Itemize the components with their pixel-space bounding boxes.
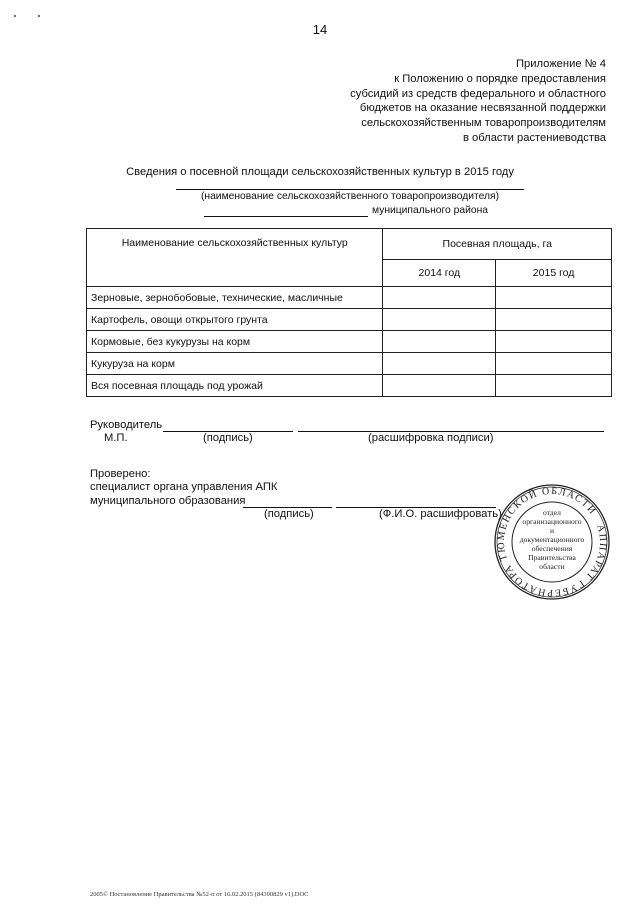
head-label: Руководитель: [90, 419, 163, 431]
stamp-line: и: [549, 526, 555, 535]
seal-place-label: М.П.: [104, 432, 128, 444]
district-name-line: [204, 216, 368, 217]
stamp-line: организационного: [522, 517, 582, 526]
table-row: [87, 287, 612, 309]
scan-dot: [14, 15, 16, 17]
stamp-line: Правительства: [528, 553, 576, 562]
value-2015[interactable]: [496, 309, 612, 331]
table-header-row: [87, 229, 612, 260]
verified-specialist: специалист органа управления АПК: [90, 481, 278, 493]
appendix-line: бюджетов на оказание несвязанной поддержки: [359, 102, 606, 115]
header-year-2015: 2015 год: [496, 260, 612, 287]
value-2015[interactable]: [496, 375, 612, 397]
scan-dot: [38, 15, 40, 17]
appendix-line: к Положению о порядке предоставления: [394, 72, 606, 85]
stamp-line: обеспечения: [531, 544, 573, 553]
verified-title: Проверено:: [90, 468, 151, 480]
stamp-line: документационного: [519, 535, 585, 544]
crop-name: Кукуруза на корм: [87, 353, 383, 375]
producer-name-line: [176, 189, 524, 190]
head-sign-caption: (подпись): [203, 432, 253, 444]
table-row: [87, 309, 612, 331]
appendix-header: [246, 57, 606, 146]
verified-sign-caption: (подпись): [264, 508, 314, 520]
crop-name: Зерновые, зернобобовые, технические, масличные: [87, 287, 383, 309]
value-2014[interactable]: [383, 309, 496, 331]
district-caption: муниципального района: [372, 205, 488, 216]
stamp-ring-text: АППАРАТ ГУБЕРНАТОРА ТЮМЕНСКОЙ ОБЛАСТИ: [495, 485, 609, 599]
appendix-line: Приложение № 4: [515, 58, 606, 70]
verified-municipality: муниципального образования: [90, 495, 246, 507]
verified-fio-caption: (Ф.И.О. расшифровать): [379, 508, 502, 520]
table-row: [87, 375, 612, 397]
value-2015[interactable]: [496, 353, 612, 375]
crop-name: Вся посевная площадь под урожай: [87, 375, 383, 397]
page-number: 14: [312, 22, 328, 37]
official-stamp: [492, 482, 612, 602]
crop-name: Кормовые, без кукурузы на корм: [87, 331, 383, 353]
value-2014[interactable]: [383, 375, 496, 397]
stamp-line: области: [539, 562, 565, 571]
value-2014[interactable]: [383, 331, 496, 353]
header-sown-area: Посевная площадь, га: [383, 229, 612, 260]
appendix-line: в области растениеводства: [463, 131, 606, 144]
header-year-2014: 2014 год: [383, 260, 496, 287]
value-2015[interactable]: [496, 287, 612, 309]
producer-caption: (наименование сельскохозяйственного товаропроизводителя): [200, 191, 500, 202]
appendix-line: сельскохозяйственным товаропроизводителям: [361, 117, 606, 130]
form-heading: Сведения о посевной площади сельскохозяйственных культур в 2015 году: [126, 166, 514, 178]
table-row: [87, 353, 612, 375]
sown-area-table: [86, 228, 612, 397]
crop-name: Картофель, овощи открытого грунта: [87, 309, 383, 331]
header-crop-name: Наименование сельскохозяйственных культур: [87, 229, 383, 287]
table-row: [87, 331, 612, 353]
document-footer: 2005© Постановление Правительства №52-п от 16.02.2015 (84390829 v1).DOC: [90, 891, 309, 898]
head-decode-caption: (расшифровка подписи): [368, 432, 494, 444]
stamp-line: отдел: [543, 508, 561, 517]
value-2014[interactable]: [383, 287, 496, 309]
value-2015[interactable]: [496, 331, 612, 353]
appendix-line: субсидий из средств федерального и областного: [350, 87, 606, 100]
value-2014[interactable]: [383, 353, 496, 375]
